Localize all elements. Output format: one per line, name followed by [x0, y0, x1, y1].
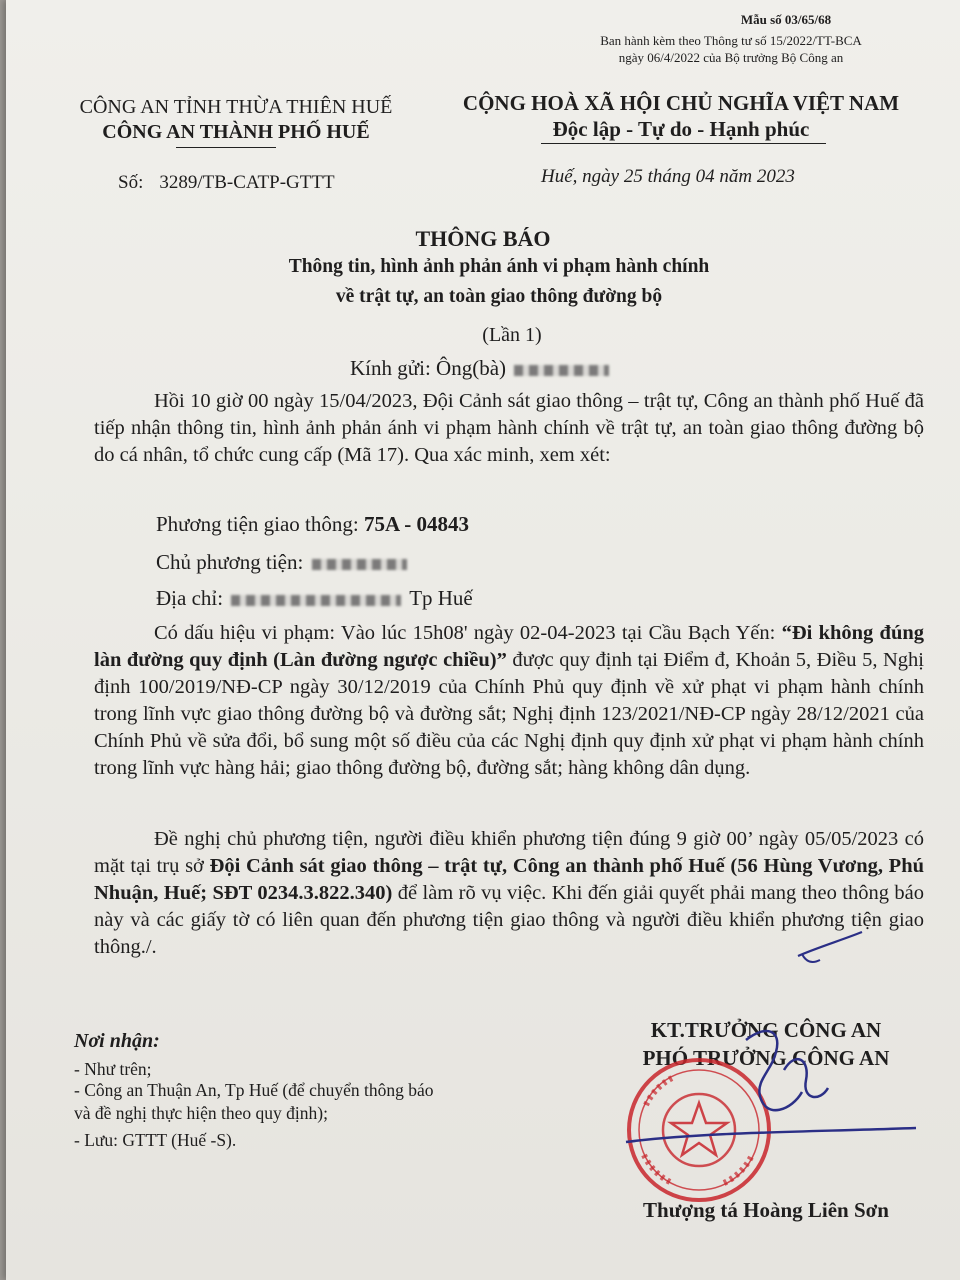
document-number: [118, 172, 335, 194]
redacted-name: [514, 365, 609, 376]
redacted-address: [231, 595, 401, 606]
request-lead: Đề nghị chủ phương tiện, người điều khiển phương tiện đúng 9 giờ 00’ ngày 05/05/2023 có mặt tại trụ sở: [94, 828, 924, 877]
form-number: Mẫu số 03/65/68: [740, 12, 832, 27]
notice-subtitle-1: Thông tin, hình ảnh phản ánh vi phạm hành chính: [288, 256, 710, 277]
agency-parent: CÔNG AN TỈNH THỪA THIÊN HUẾ: [79, 96, 393, 118]
violation-lead: Có dấu hiệu vi phạm: Vào lúc 15h08' ngày 02-04-2023 tại Cầu Bạch Yến:: [154, 622, 776, 644]
violation-description: “Đi không đúng làn đường quy định (Làn đường ngược chiều)”: [94, 622, 924, 671]
recipient-line: - Lưu: GTTT (Huế -S).: [74, 1130, 237, 1150]
paragraph-intro: [94, 388, 924, 469]
violation-legal-basis: được quy định tại Điểm đ, Khoản 5, Điều 5, Nghị định 100/2019/NĐ-CP ngày 30/12/2019 của Chính Phủ quy định về xử phạt vi phạm hành chính trong lĩnh vực giao thông đường bộ và đường sắt; Nghị định 123/2021/NĐ-CP ngày 28/12/2021 của Chính Phủ về sửa đổi, bổ sung một số điều của các Nghị định quy định xử phạt vi phạm hành chính trong lĩnh vực hàng hải; giao thông đường bộ, đường sắt; hàng không dân dụng.: [94, 649, 924, 779]
document-number-value: 3289/TB-CATP-GTTT: [159, 172, 335, 193]
address-label: Địa chỉ:: [156, 586, 224, 610]
form-basis-line2: ngày 06/4/2022 của Bộ trưởng Bộ Công an: [618, 50, 844, 65]
greeting: [350, 356, 612, 381]
address-line: [156, 586, 473, 611]
form-basis-line1: Ban hành kèm theo Thông tư số 15/2022/TT-BCA: [600, 33, 862, 48]
signer-name: Thượng tá Hoàng Liên Sơn: [643, 1198, 889, 1222]
recipient-line: - Như trên;: [74, 1059, 152, 1079]
handwritten-signature: [606, 920, 926, 1220]
address-tail: Tp Huế: [409, 586, 473, 610]
signature-title-1: KT.TRƯỞNG CÔNG AN: [650, 1018, 882, 1042]
vehicle-plate: 75A - 04843: [363, 512, 469, 536]
notice-title: THÔNG BÁO: [415, 226, 551, 251]
vehicle-label: Phương tiện giao thông:: [156, 512, 359, 536]
recipient-line: và đề nghị thực hiện theo quy định);: [74, 1103, 328, 1123]
notice-subtitle-2: về trật tự, an toàn giao thông đường bộ: [335, 286, 663, 307]
signature-title-2: PHÓ TRƯỞNG CÔNG AN: [642, 1046, 890, 1070]
recipients-heading: Nơi nhận:: [74, 1030, 160, 1052]
greeting-text: Kính gửi: Ông(bà): [350, 356, 507, 380]
nation-title: CỘNG HOÀ XÃ HỘI CHỦ NGHĨA VIỆT NAM: [462, 91, 900, 115]
owner-line: [156, 550, 410, 575]
request-rest: để làm rõ vụ việc. Khi đến giải quyết phải mang theo thông báo này và các giấy tờ có liên quan đến phương tiện giao thông và người điều khiển phương tiện giao thông./.: [94, 882, 925, 958]
nation-motto: Độc lập - Tự do - Hạnh phúc: [552, 117, 810, 141]
motto-underline: [541, 143, 826, 144]
recipient-line: - Công an Thuận An, Tp Huế (để chuyển thông báo: [74, 1080, 434, 1100]
paragraph-intro-text: Hồi 10 giờ 00 ngày 15/04/2023, Đội Cảnh sát giao thông – trật tự, Công an thành phố Huế đã tiếp nhận thông tin, hình ảnh phản ánh vi phạm hành chính về trật tự, an toàn giao thông đường bộ do cá nhân, tổ chức cung cấp (Mã 17). Qua xác minh, xem xét:: [94, 390, 924, 466]
paragraph-violation: [94, 620, 924, 782]
notice-round: (Lần 1): [482, 324, 542, 346]
agency-underline: [176, 147, 276, 148]
owner-label: Chủ phương tiện:: [156, 550, 304, 574]
date-line: Huế, ngày 25 tháng 04 năm 2023: [541, 166, 795, 187]
document-page: [6, 0, 960, 1280]
vehicle-line: [156, 512, 469, 537]
agency-name: CÔNG AN THÀNH PHỐ HUẾ: [102, 121, 370, 143]
form-basis: [566, 32, 896, 66]
request-office: Đội Cảnh sát giao thông – trật tự, Công an thành phố Huế (56 Hùng Vương, Phú Nhuận, Huế; SĐT 0234.3.822.340): [94, 855, 925, 904]
redacted-owner: [312, 559, 407, 570]
document-number-label: Số:: [118, 172, 144, 193]
